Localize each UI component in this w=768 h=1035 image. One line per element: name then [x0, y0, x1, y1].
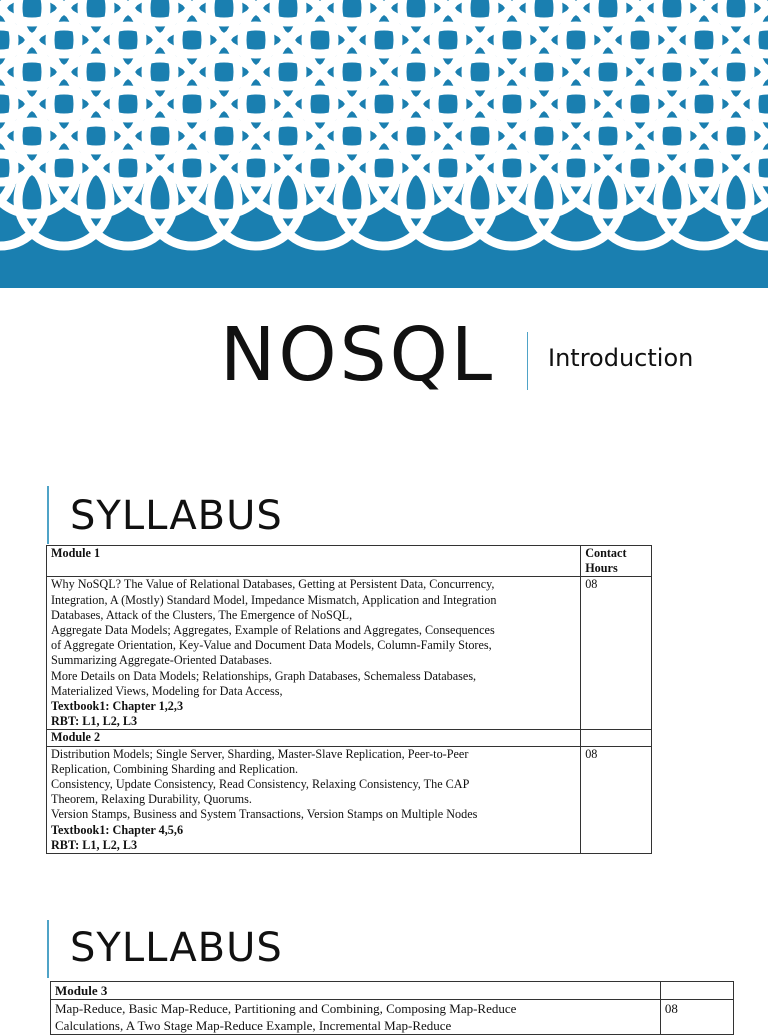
- module-1-line: Integration, A (Mostly) Standard Model, Impedance Mismatch, Application and Integration: [51, 592, 497, 607]
- module-1-header: Module 1: [51, 546, 101, 560]
- table-row: [47, 746, 652, 853]
- module-1-line: Aggregate Data Models; Aggregates, Example of Relations and Aggregates, Consequences: [51, 623, 495, 638]
- module-1-line: Why NoSQL? The Value of Relational Databases, Getting at Persistent Data, Concurrency,: [51, 577, 495, 592]
- module-1-line: More Details on Data Models; Relationships, Graph Databases, Schemaless Databases,: [51, 668, 477, 683]
- module-1-textbook: Textbook1: Chapter 1,2,3: [51, 699, 184, 714]
- module-header-cell: [47, 546, 581, 577]
- section-accent-bar: [47, 486, 49, 544]
- module-2-content-cell: [47, 746, 581, 853]
- module-1-rbt: RBT: L1, L2, L3: [51, 714, 138, 729]
- module-3-hours-cell: [660, 1000, 733, 1035]
- module-3-hours: 08: [664, 1001, 678, 1016]
- module-2-line: Distribution Models; Single Server, Sharding, Master-Slave Replication, Peer-to-Peer: [51, 746, 469, 761]
- module-2-hours: 08: [585, 746, 598, 761]
- module-3-content-cell: [51, 1000, 661, 1035]
- module-2-hours-cell: [581, 746, 652, 853]
- module-2-rbt: RBT: L1, L2, L3: [51, 837, 138, 852]
- module-3-header-cell: [51, 982, 661, 1000]
- syllabus-table-2: [50, 981, 734, 1035]
- empty-cell: [660, 982, 733, 1000]
- section-heading: SYLLABUS: [70, 925, 283, 971]
- contact-header-line2: Hours: [585, 561, 618, 576]
- module-2-line: Version Stamps, Business and System Transactions, Version Stamps on Multiple Nodes: [51, 807, 478, 822]
- contact-header-line1: Contact: [585, 546, 627, 560]
- syllabus-table-1: [46, 545, 652, 854]
- module-2-line: Replication, Combining Sharding and Replication.: [51, 761, 299, 776]
- module-3-line: Calculations, A Two Stage Map-Reduce Example, Incremental Map-Reduce: [55, 1018, 452, 1033]
- module-1-line: of Aggregate Orientation, Key-Value and Document Data Models, Column-Family Stores,: [51, 638, 492, 653]
- table-row: [47, 546, 652, 577]
- table-row: [51, 1000, 734, 1035]
- module-2-line: Theorem, Relaxing Durability, Quorums.: [51, 792, 252, 807]
- section-heading: SYLLABUS: [70, 493, 283, 539]
- contact-hours-header-cell: [581, 546, 652, 577]
- module-2-header-cell: [47, 730, 581, 746]
- table-row: [47, 577, 652, 730]
- module-1-content-cell: [47, 577, 581, 730]
- decorative-banner: [0, 0, 768, 288]
- module-1-line: Summarizing Aggregate-Oriented Databases.: [51, 653, 272, 668]
- empty-cell: [581, 730, 652, 746]
- module-1-line: Materialized Views, Modeling for Data Access,: [51, 683, 283, 698]
- module-2-header: Module 2: [51, 730, 101, 745]
- presentation-title: NOSQL: [220, 312, 496, 398]
- module-1-hours: 08: [585, 577, 598, 592]
- syllabus-slide-2: [0, 918, 768, 1033]
- title-divider: [527, 332, 528, 390]
- module-2-line: Consistency, Update Consistency, Read Consistency, Relaxing Consistency, The CAP: [51, 777, 470, 792]
- module-1-hours-cell: [581, 577, 652, 730]
- table-row: [51, 982, 734, 1000]
- circle-lattice-pattern: [0, 0, 768, 288]
- table-row: [47, 730, 652, 746]
- module-3-header: Module 3: [55, 983, 108, 998]
- syllabus-slide-1: [0, 484, 768, 864]
- module-3-line: Map-Reduce, Basic Map-Reduce, Partitioning and Combining, Composing Map-Reduce: [55, 1001, 517, 1016]
- section-accent-bar: [47, 920, 49, 978]
- module-2-textbook: Textbook1: Chapter 4,5,6: [51, 822, 184, 837]
- module-1-line: Databases, Attack of the Clusters, The Emergence of NoSQL,: [51, 607, 353, 622]
- cover-title-row: [0, 300, 768, 420]
- presentation-subtitle: Introduction: [548, 344, 694, 372]
